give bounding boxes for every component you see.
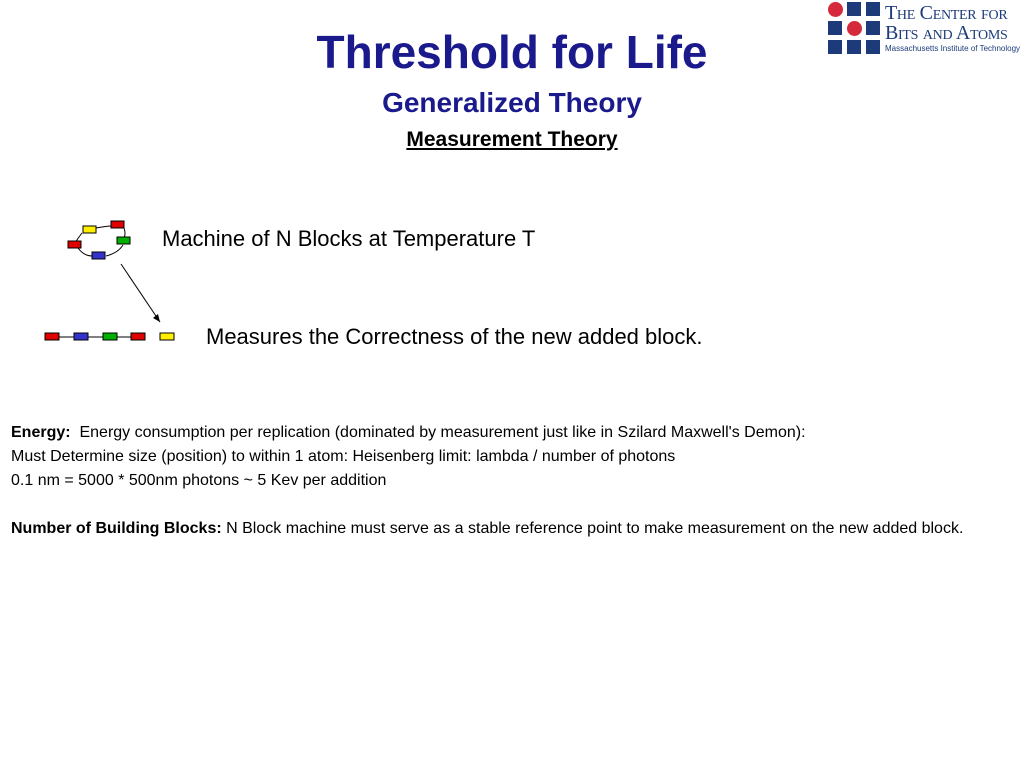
new-block-yellow	[160, 333, 174, 340]
chain-block-green	[103, 333, 117, 340]
measure-arrow	[121, 264, 160, 322]
logo-grid-icon	[828, 2, 882, 56]
block-red	[111, 221, 124, 228]
machine-label: Machine of N Blocks at Temperature T	[162, 226, 536, 251]
chain-block-red	[45, 333, 59, 340]
chain-block-red	[131, 333, 145, 340]
ring-connector	[96, 226, 111, 228]
measure-label: Measures the Correctness of the new added block.	[206, 324, 703, 349]
blocks-text: N Block machine must serve as a stable reference point to make measurement on the new added block.	[226, 520, 964, 537]
block-diagram	[0, 200, 200, 360]
energy-line-2: Must Determine size (position) to within 1 atom: Heisenberg limit: lambda / number of photons	[11, 448, 676, 465]
blocks-label: Number of Building Blocks:	[11, 520, 222, 537]
block-red	[68, 241, 81, 248]
page-subtitle: Generalized Theory	[382, 87, 642, 118]
energy-line-1	[11, 421, 1011, 445]
logo-line-3: Massachusetts Institute of Technology	[885, 44, 1021, 53]
logo-line-2: Bits and Atoms	[885, 22, 1008, 44]
ring-connector	[78, 248, 92, 256]
chain-block-blue	[74, 333, 88, 340]
energy-text-1: Energy consumption per replication (dominated by measurement just like in Szilard Maxwell's Demon):	[79, 424, 806, 441]
page-title: Threshold for Life	[316, 26, 708, 78]
energy-label: Energy:	[11, 424, 71, 441]
energy-line-3: 0.1 nm = 5000 * 500nm photons ~ 5 Kev per addition	[11, 472, 387, 489]
ring-connector	[106, 245, 123, 256]
logo-line-1: The Center for	[885, 2, 1008, 24]
blocks-paragraph	[11, 517, 1011, 541]
block-yellow	[83, 226, 96, 233]
cba-logo	[828, 2, 1022, 56]
section-heading: Measurement Theory	[406, 128, 618, 151]
energy-paragraph	[11, 421, 1011, 493]
block-blue	[92, 252, 105, 259]
block-green	[117, 237, 130, 244]
arrow-head-icon	[153, 314, 160, 322]
